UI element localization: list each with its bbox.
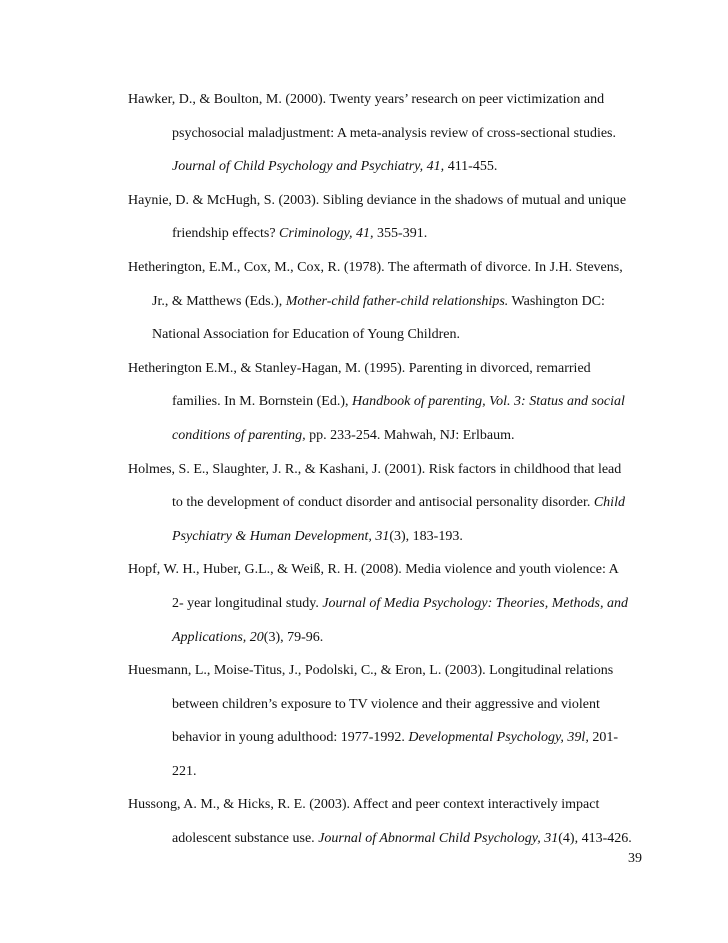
reference-text: Hetherington E.M., & Stanley-Hagan, M. (1995). Parenting in divorced, remarried <box>128 360 591 376</box>
reference-text: pp. 233-254. Mahwah, NJ: Erlbaum. <box>305 427 515 443</box>
reference-text: Haynie, D. & McHugh, S. (2003). Sibling deviance in the shadows of mutual and unique <box>128 192 627 208</box>
reference-line <box>128 822 648 856</box>
reference-text: 221. <box>172 763 197 779</box>
reference-line <box>128 285 648 319</box>
reference-text: Jr., & Matthews (Eds.), <box>152 293 286 309</box>
reference-entry-hussong <box>128 788 648 855</box>
reference-line <box>128 486 648 520</box>
reference-line <box>128 419 648 453</box>
reference-entry-hopf <box>128 553 648 654</box>
reference-line <box>128 251 648 285</box>
reference-line <box>128 150 648 184</box>
reference-line <box>128 217 648 251</box>
reference-text: Hetherington, E.M., Cox, M., Cox, R. (1978). The aftermath of divorce. In J.H. Stevens, <box>128 259 623 275</box>
reference-entry-holmes <box>128 453 648 554</box>
book-title: Handbook of parenting, Vol. 3: Status and social <box>352 394 625 410</box>
reference-text: friendship effects? <box>172 226 280 242</box>
reference-text: National Association for Education of Young Children. <box>152 327 460 343</box>
reference-text: families. In M. Bornstein (Ed.), <box>172 394 353 410</box>
journal-title: Journal of Child Psychology and Psychiatry, 41, <box>172 159 445 175</box>
book-title: conditions of parenting, <box>172 427 306 443</box>
reference-text: 411-455. <box>444 159 498 175</box>
reference-line <box>128 755 648 789</box>
reference-list <box>128 83 648 856</box>
reference-text: adolescent substance use. <box>172 831 319 847</box>
reference-line <box>128 654 648 688</box>
reference-line <box>128 553 648 587</box>
reference-line <box>128 520 648 554</box>
page-number: 39 <box>628 851 642 866</box>
reference-line <box>128 117 648 151</box>
reference-text: 201- <box>588 730 618 746</box>
reference-text: to the development of conduct disorder and antisocial personality disorder. <box>172 495 594 511</box>
journal-title: Child <box>593 495 625 511</box>
journal-title: Journal of Media Psychology: Theories, Methods, and <box>322 595 628 611</box>
reference-line <box>128 83 648 117</box>
reference-line <box>128 688 648 722</box>
journal-title: Applications, 20 <box>172 629 264 645</box>
reference-text: 355-391. <box>373 226 428 242</box>
reference-entry-hetherington-1995 <box>128 352 648 453</box>
journal-title: Journal of Abnormal Child Psychology, 31 <box>318 831 559 847</box>
reference-line <box>128 352 648 386</box>
reference-text: (4), 413-426. <box>558 831 632 847</box>
reference-text: Hussong, A. M., & Hicks, R. E. (2003). Affect and peer context interactively impact <box>128 797 600 813</box>
journal-title: Criminology, 41, <box>279 226 374 242</box>
reference-text: Hopf, W. H., Huber, G.L., & Weiß, R. H. (2008). Media violence and youth violence: A <box>128 562 619 578</box>
reference-line <box>128 721 648 755</box>
reference-line <box>128 621 648 655</box>
reference-line <box>128 184 648 218</box>
reference-line <box>128 385 648 419</box>
book-title: Mother-child father-child relationships. <box>285 293 509 309</box>
reference-text: (3), 79-96. <box>263 629 324 645</box>
reference-line <box>128 788 648 822</box>
reference-entry-hawker <box>128 83 648 184</box>
reference-entry-haynie <box>128 184 648 251</box>
reference-text: Washington DC: <box>508 293 605 309</box>
journal-title: Developmental Psychology, 39l, <box>408 730 589 746</box>
reference-text: (3), 183-193. <box>389 528 463 544</box>
reference-line <box>128 587 648 621</box>
reference-entry-hetherington-1978 <box>128 251 648 352</box>
reference-text: between children’s exposure to TV violence and their aggressive and violent <box>172 696 600 712</box>
reference-text: Huesmann, L., Moise-Titus, J., Podolski, C., & Eron, L. (2003). Longitudinal relations <box>128 663 614 679</box>
reference-text: Hawker, D., & Boulton, M. (2000). Twenty years’ research on peer victimization and <box>128 92 605 107</box>
reference-entry-huesmann <box>128 654 648 788</box>
reference-line <box>128 453 648 487</box>
reference-text: 2- year longitudinal study. <box>172 595 323 611</box>
reference-text: Holmes, S. E., Slaughter, J. R., & Kashani, J. (2001). Risk factors in childhood that lead <box>128 461 622 477</box>
reference-text: psychosocial maladjustment: A meta-analysis review of cross-sectional studies. <box>172 125 617 141</box>
journal-title: Psychiatry & Human Development, 31 <box>172 528 390 544</box>
reference-text: behavior in young adulthood: 1977-1992. <box>172 730 409 746</box>
reference-line <box>128 318 648 352</box>
